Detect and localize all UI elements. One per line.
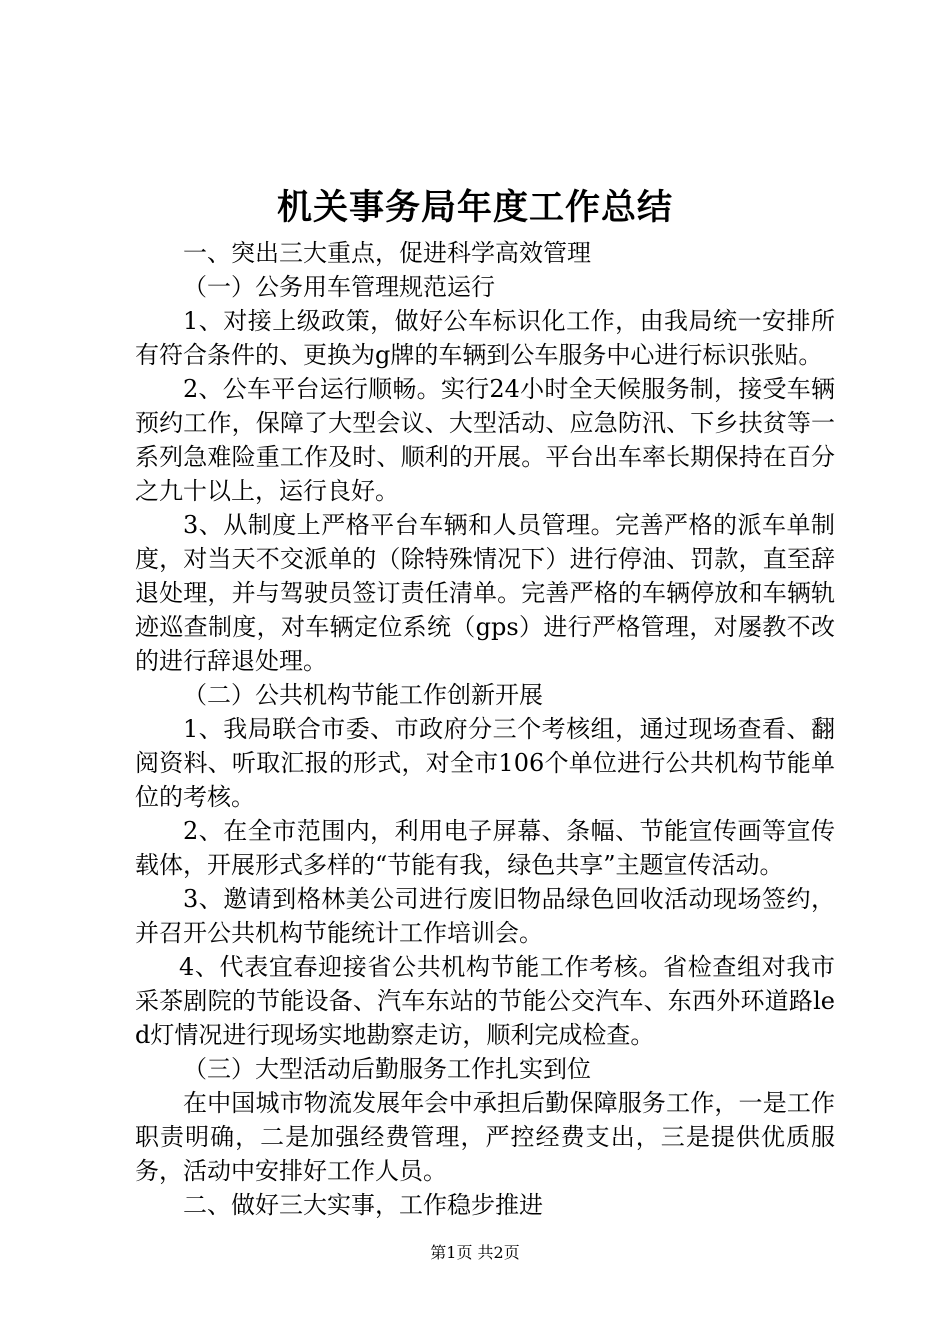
document-title: 机关事务局年度工作总结: [276, 187, 673, 228]
subsection-heading-3: （三）大型活动后勤服务工作扎实到位: [183, 1055, 591, 1083]
document-body: [135, 236, 835, 1222]
paragraph-3-1: 在中国城市物流发展年会中承担后勤保障服务工作，一是工作职责明确，二是加强经费管理，严控经费支出，三是提供优质服务，活动中安排好工作人员。: [135, 1089, 835, 1185]
paragraph-2-3: 3、邀请到格林美公司进行废旧物品绿色回收活动现场签约，并召开公共机构节能统计工作培训会。: [135, 885, 835, 947]
page-number: 第1页 共2页: [430, 1243, 520, 1262]
paragraph-2-4: 4、代表宜春迎接省公共机构节能工作考核。省检查组对我市采茶剧院的节能设备、汽车东站的节能公交汽车、东西外环道路led灯情况进行现场实地勘察走访，顺利完成检查。: [135, 953, 835, 1049]
paragraph-1-3: 3、从制度上严格平台车辆和人员管理。完善严格的派车单制度，对当天不交派单的（除特殊情况下）进行停油、罚款，直至辞退处理，并与驾驶员签订责任清单。完善严格的车辆停放和车辆轨迹巡查制度，对车辆定位系统（gps）进行严格管理，对屡教不改的进行辞退处理。: [135, 511, 835, 675]
subsection-heading-1: （一）公务用车管理规范运行: [183, 273, 495, 301]
subsection-heading-2: （二）公共机构节能工作创新开展: [183, 681, 543, 709]
section-heading-1: 一、突出三大重点，促进科学高效管理: [183, 239, 591, 267]
paragraph-2-2: 2、在全市范围内，利用电子屏幕、条幅、节能宣传画等宣传载体，开展形式多样的“节能有我，绿色共享”主题宣传活动。: [135, 817, 835, 879]
section-heading-2: 二、做好三大实事，工作稳步推进: [183, 1191, 543, 1219]
paragraph-2-1: 1、我局联合市委、市政府分三个考核组，通过现场查看、翻阅资料、听取汇报的形式，对全市106个单位进行公共机构节能单位的考核。: [135, 715, 835, 811]
paragraph-1-1: 1、对接上级政策，做好公车标识化工作，由我局统一安排所有符合条件的、更换为g牌的车辆到公车服务中心进行标识张贴。: [135, 307, 835, 369]
paragraph-1-2: 2、公车平台运行顺畅。实行24小时全天候服务制，接受车辆预约工作，保障了大型会议、大型活动、应急防汛、下乡扶贫等一系列急难险重工作及时、顺利的开展。平台出车率长期保持在百分之九十以上，运行良好。: [135, 375, 835, 505]
